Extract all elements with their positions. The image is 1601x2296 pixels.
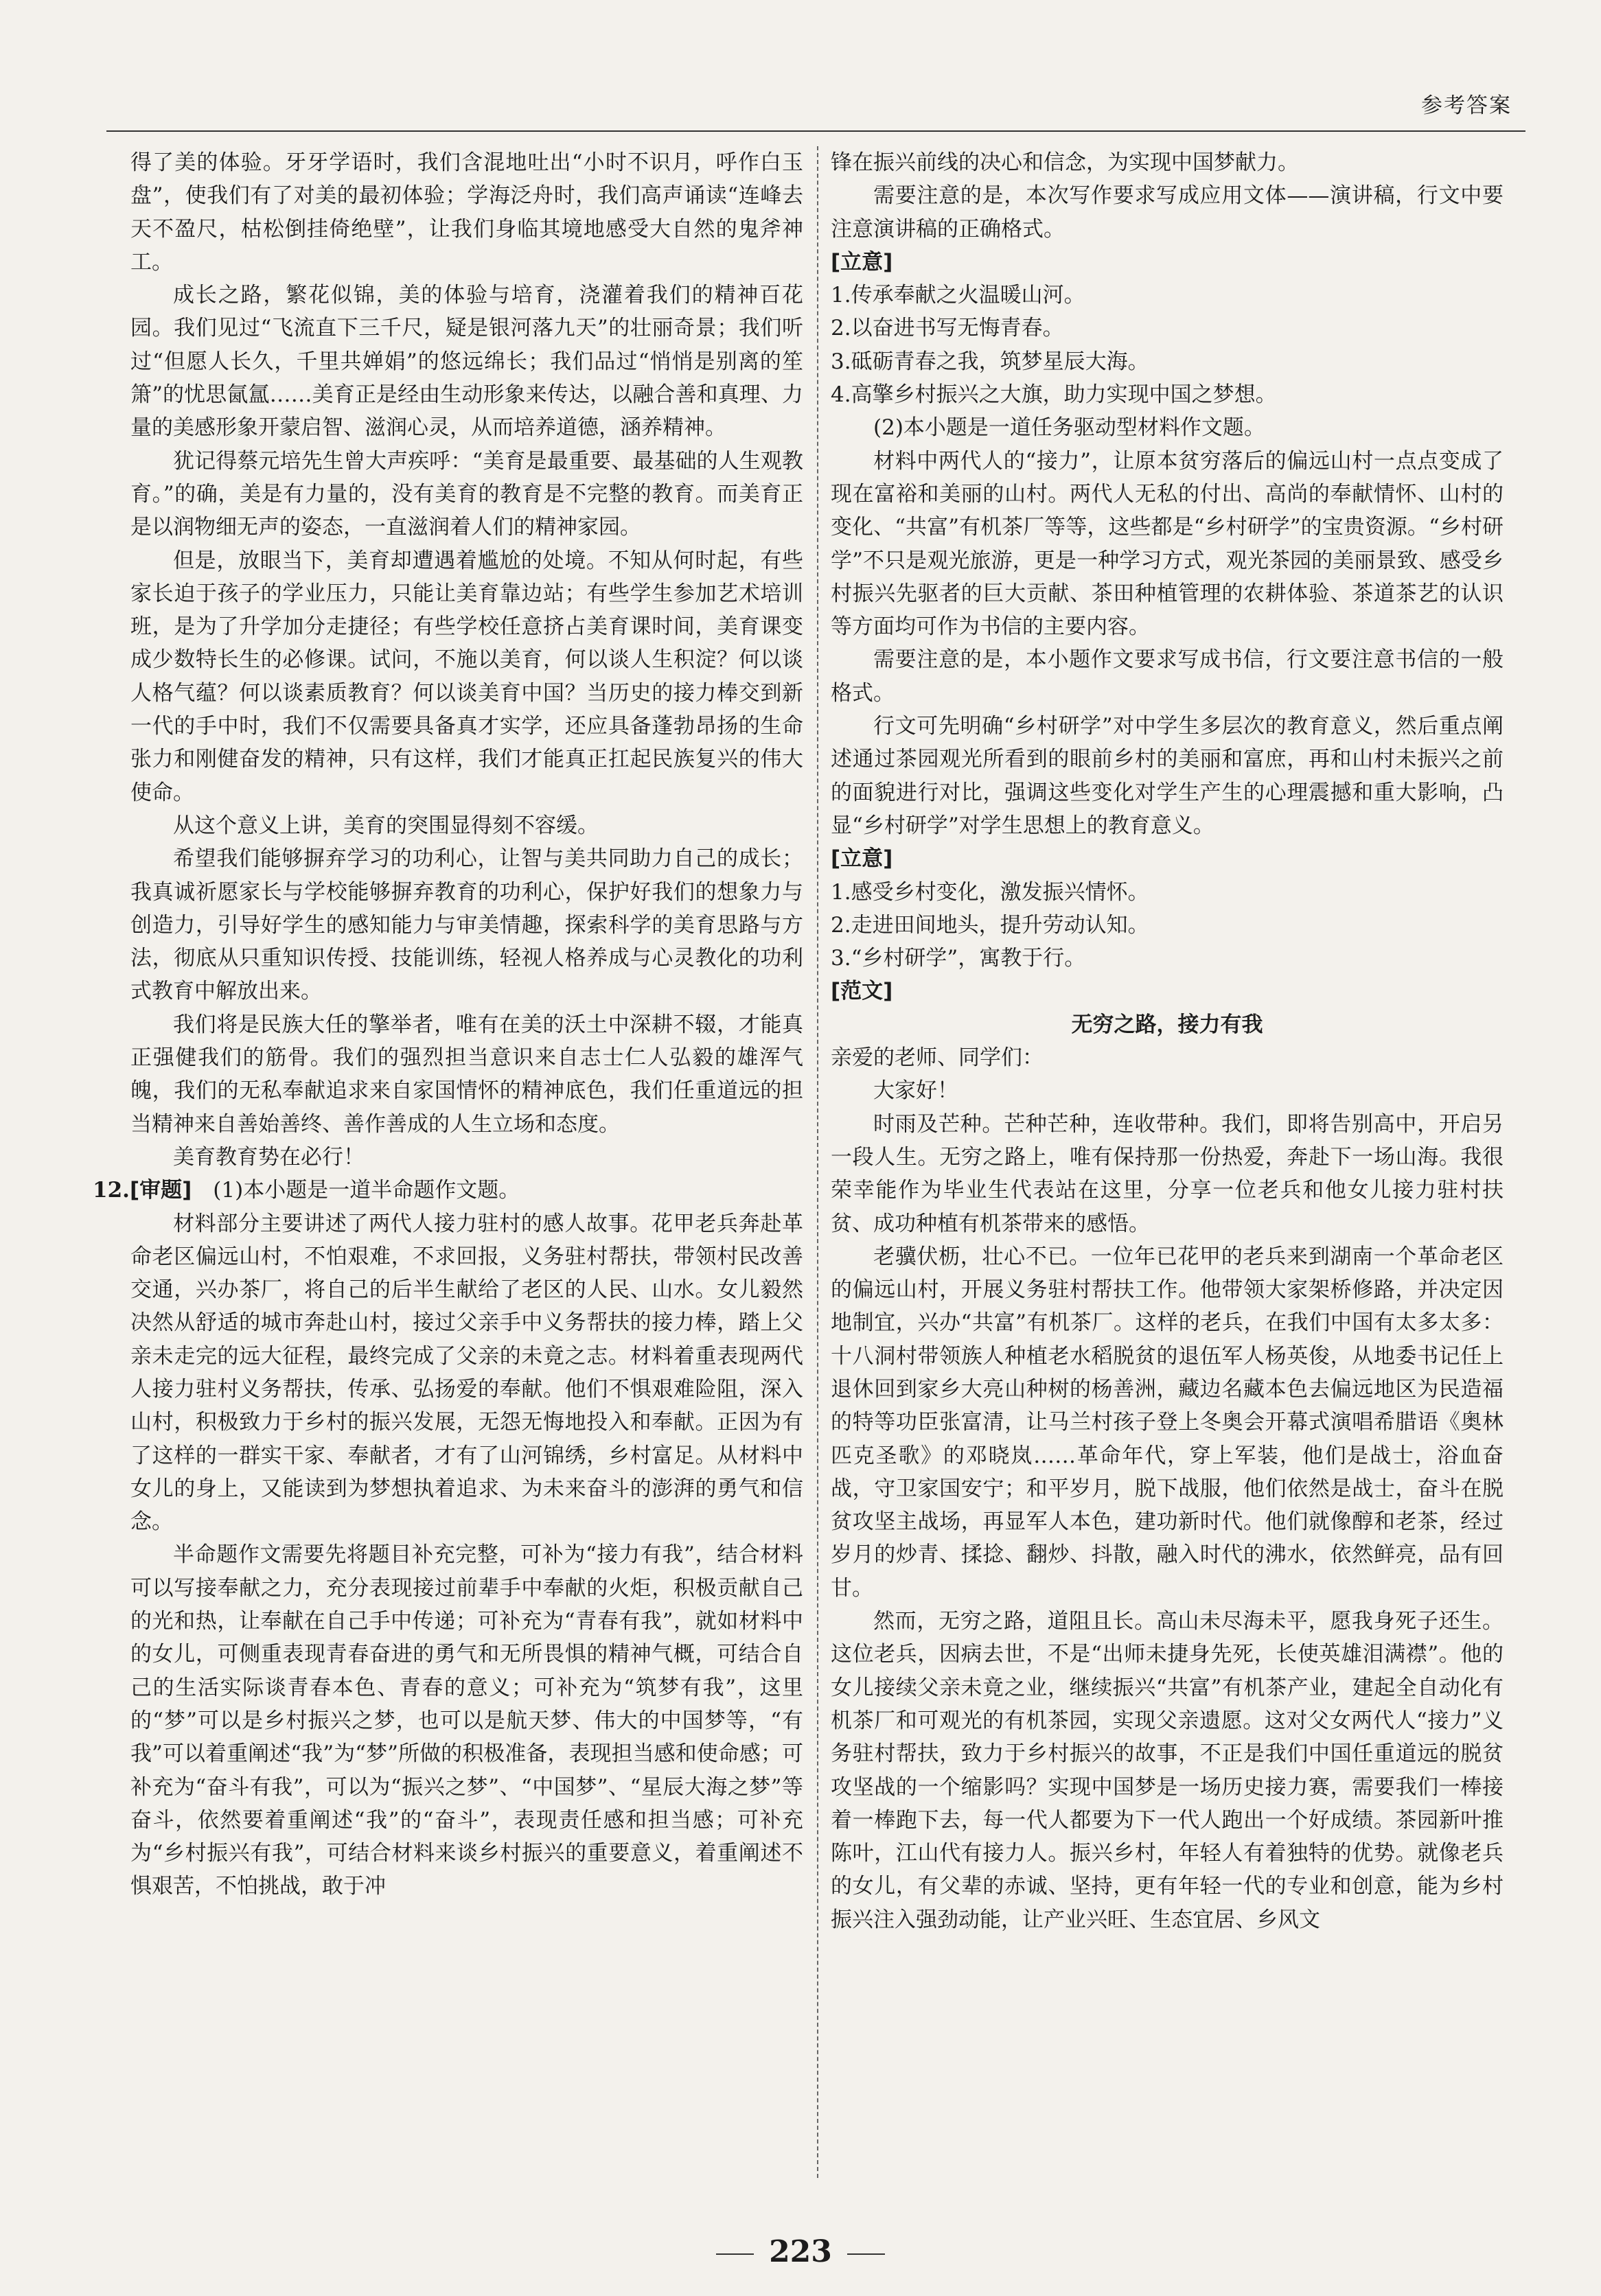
list-item: 4.高擎乡村振兴之大旗，助力实现中国之梦想。	[831, 382, 1277, 408]
list-item: 2.走进田间地头，提升劳动认知。	[831, 912, 1149, 938]
column-divider	[817, 146, 818, 2178]
paragraph: 老骥伏枥，壮心不已。一位年已花甲的老兵来到湖南一个革命老区的偏远山村，开展义务驻村帮扶工作。他带领大家架桥修路，并决定因地制宜，兴办“共富”有机茶厂。这样的老兵，在我们中国有太多太多：十八洞村带领族人种植老水稻脱贫的退伍军人杨英俊，从地委书记任上退休回到家乡大亮山种树的杨善洲，藏边名藏本色去偏远地区为民造福的特等功臣张富清，让马兰村孩子登上冬奥会开幕式演唱希腊语《奥林匹克圣歌》的邓晓岚……革命年代，穿上军装，他们是战士，浴血奋战，守卫家国安宁；和平岁月，脱下战服，他们依然是战士，奋斗在脱贫攻坚主战场，再显军人本色，建功新时代。他们就像醇和老茶，经过岁月的炒青、揉捻、翻炒、抖散，融入时代的沸水，依然鲜亮，品有回甘。	[831, 1244, 1504, 1601]
question-text: (1)本小题是一道半命题作文题。	[192, 1178, 520, 1203]
paragraph: 半命题作文需要先将题目补充完整，可补为“接力有我”，结合材料可以写接奉献之力，充分表现接过前辈手中奉献的火炬，积极贡献自己的光和热，让奉献在自己手中传递；可补充为“青春有我”，就如材料中的女儿，可侧重表现青春奋进的勇气和无所畏惧的精神气概，可结合自己的生活实际谈青春本色、青春的意义；可补充为“筑梦有我”，这里的“梦”可以是乡村振兴之梦，也可以是航天梦、伟大的中国梦等，“有我”可以着重阐述“我”为“梦”所做的积极准备，表现担当感和使命感；可补充为“奋斗有我”，可以为“振兴之梦”、“中国梦”、“星辰大海之梦”等奋斗，依然要着重阐述“我”的“奋斗”，表现责任感和担当感；可补充为“乡村振兴有我”，可结合材料来谈乡村振兴的重要意义，着重阐述不惧艰苦，不怕挑战，敢于冲	[130, 1542, 803, 1899]
question-tag: [审题]	[129, 1178, 192, 1203]
paragraph: 成长之路，繁花似锦，美的体验与培育，浇灌着我们的精神百花园。我们见过“飞流直下三千尺，疑是银河落九天”的壮丽奇景；我们听过“但愿人长久，千里共婵娟”的悠远绵长；我们品过“悄悄是别离的笙箫”的忧思氤氲……美育正是经由生动形象来传达，以融合善和真理、力量的美感形象开蒙启智、滋润心灵，从而培养道德，涵养精神。	[130, 283, 803, 441]
list-item: 3.砥砺青春之我，筑梦星辰大海。	[831, 349, 1149, 374]
header-rule	[106, 130, 1525, 132]
paragraph: 需要注意的是，本次写作要求写成应用文体——演讲稿，行文中要注意演讲稿的正确格式。	[831, 183, 1504, 242]
paragraph: (2)本小题是一道任务驱动型材料作文题。	[873, 415, 1265, 441]
paragraph: 需要注意的是，本小题作文要求写成书信，行文要注意书信的一般格式。	[831, 647, 1504, 706]
paragraph: 从这个意义上讲，美育的突围显得刻不容缓。	[173, 813, 599, 838]
footer-dash-left	[716, 2253, 754, 2255]
paragraph: 行文可先明确“乡村研学”对中学生多层次的教育意义，然后重点阐述通过茶园观光所看到的眼前乡村的美丽和富庶，再和山村未振兴之前的面貌进行对比，强调这些变化对学生产生的心理震撼和重大影响，凸显“乡村研学”对学生思想上的教育意义。	[831, 714, 1504, 838]
paragraph: 时雨及芒种。芒种芒种，连收带种。我们，即将告别高中，开启另一段人生。无穷之路上，唯有保持那一份热爱，奔赴下一场山海。我很荣幸能作为毕业生代表站在这里，分享一位老兵和他女儿接力驻村扶贫、成功种植有机茶带来的感悟。	[831, 1111, 1504, 1236]
right-column	[831, 146, 1504, 2178]
essay-title: 无穷之路，接力有我	[1071, 1012, 1263, 1037]
question-heading	[93, 1174, 803, 1207]
paragraph: 我们将是民族大任的擎举者，唯有在美的沃土中深耕不辍，才能真正强健我们的筋骨。我们的强烈担当意识来自志士仁人弘毅的雄浑气魄，我们的无私奉献追求来自家国情怀的精神底色，我们任重道远的担当精神来自善始善终、善作善成的人生立场和态度。	[130, 1012, 803, 1137]
paragraph: 得了美的体验。牙牙学语时，我们含混地吐出“小时不识月，呼作白玉盘”，使我们有了对美的最初体验；学海泛舟时，我们高声诵读“连峰去天不盈尺，枯松倒挂倚绝壁”，让我们身临其境地感受大自然的鬼斧神工。	[130, 150, 803, 275]
footer-dash-right	[847, 2253, 885, 2255]
section-label: [立意]	[831, 846, 893, 872]
paragraph: 美育教育势在必行！	[173, 1144, 365, 1170]
page-number-footer	[0, 2234, 1601, 2269]
paragraph: 然而，无穷之路，道阻且长。高山未尽海未平，愿我身死子还生。这位老兵，因病去世，不是“出师未捷身先死，长使英雄泪满襟”。他的女儿接续父亲未竟之业，继续振兴“共富”有机茶产业，建起全自动化有机茶厂和可观光的有机茶园，实现父亲遗愿。这对父女两代人“接力”义务驻村帮扶，致力于乡村振兴的故事，不正是我们中国任重道远的脱贫攻坚战的一个缩影吗？实现中国梦是一场历史接力赛，需要我们一棒接着一棒跑下去，每一代人都要为下一代人跑出一个好成绩。茶园新叶推陈叶，江山代有接力人。振兴乡村，年轻人有着独特的优势。就像老兵的女儿，有父辈的赤诚、坚持，更有年轻一代的专业和创意，能为乡村振兴注入强劲动能，让产业兴旺、生态宜居、乡风文	[831, 1609, 1504, 1932]
left-column	[93, 146, 803, 2178]
page-number: 223	[769, 2234, 832, 2269]
list-item: 1.感受乡村变化，激发振兴情怀。	[831, 879, 1149, 905]
paragraph: 希望我们能够摒弃学习的功利心，让智与美共同助力自己的成长；我真诚祈愿家长与学校能够摒弃教育的功利心，保护好我们的想象力与创造力，引导好学生的感知能力与审美情趣，探索科学的美育思路与方法，彻底从只重知识传授、技能训练，轻视人格养成与心灵教化的功利式教育中解放出来。	[130, 846, 803, 1004]
paragraph: 亲爱的老师、同学们：	[831, 1045, 1044, 1071]
list-item: 1.传承奉献之火温暖山河。	[831, 283, 1085, 308]
page-header-section: 参考答案	[1421, 93, 1512, 118]
paragraph: 材料中两代人的“接力”，让原本贫穷落后的偏远山村一点点变成了现在富裕和美丽的山村。两代人无私的付出、高尚的奉献情怀、山村的变化、“共富”有机茶厂等等，这些都是“乡村研学”的宝贵资源。“乡村研学”不只是观光旅游，更是一种学习方式，观光茶园的美丽景致、感受乡村振兴先驱者的巨大贡献、茶田种植管理的农耕体验、茶道茶艺的认识等方面均可作为书信的主要内容。	[831, 448, 1504, 640]
paragraph: 大家好！	[873, 1078, 958, 1104]
list-item: 3.“乡村研学”，寓教于行。	[831, 946, 1086, 971]
list-item: 2.以奋进书写无悔青春。	[831, 316, 1064, 341]
paragraph: 犹记得蔡元培先生曾大声疾呼：“美育是最重要、最基础的人生观教育。”的确，美是有力量的，没有美育的教育是不完整的教育。而美育正是以润物细无声的姿态，一直滋润着人们的精神家园。	[130, 448, 803, 540]
paragraph: 但是，放眼当下，美育却遭遇着尴尬的处境。不知从何时起，有些家长迫于孩子的学业压力，只能让美育靠边站；有些学生参加艺术培训班，是为了升学加分走捷径；有些学校任意挤占美育课时间，美育课变成少数特长生的必修课。试问，不施以美育，何以谈人生积淀？何以谈人格气蕴？何以谈素质教育？何以谈美育中国？当历史的接力棒交到新一代的手中时，我们不仅需要具备真才实学，还应具备蓬勃昂扬的生命张力和刚健奋发的精神，只有这样，我们才能真正扛起民族复兴的伟大使命。	[130, 548, 803, 805]
paragraph: 材料部分主要讲述了两代人接力驻村的感人故事。花甲老兵奔赴革命老区偏远山村，不怕艰难，不求回报，义务驻村帮扶，带领村民改善交通，兴办茶厂，将自己的后半生献给了老区的人民、山水。女儿毅然决然从舒适的城市奔赴山村，接过父亲手中义务帮扶的接力棒，踏上父亲未走完的远大征程，最终完成了父亲的未竟之志。材料着重表现两代人接力驻村义务帮扶，传承、弘扬爱的奉献。他们不惧艰难险阻，深入山村，积极致力于乡村的振兴发展，无怨无悔地投入和奉献。正因为有了这样的一群实干家、奉献者，才有了山河锦绣，乡村富足。从材料中女儿的身上，又能读到为梦想执着追求、为未来奋斗的澎湃的勇气和信念。	[130, 1211, 803, 1535]
question-number: 12.	[93, 1178, 130, 1203]
paragraph: 锋在振兴前线的决心和信念，为实现中国梦献力。	[831, 150, 1299, 175]
section-label: [范文]	[831, 979, 893, 1004]
section-label: [立意]	[831, 249, 893, 275]
